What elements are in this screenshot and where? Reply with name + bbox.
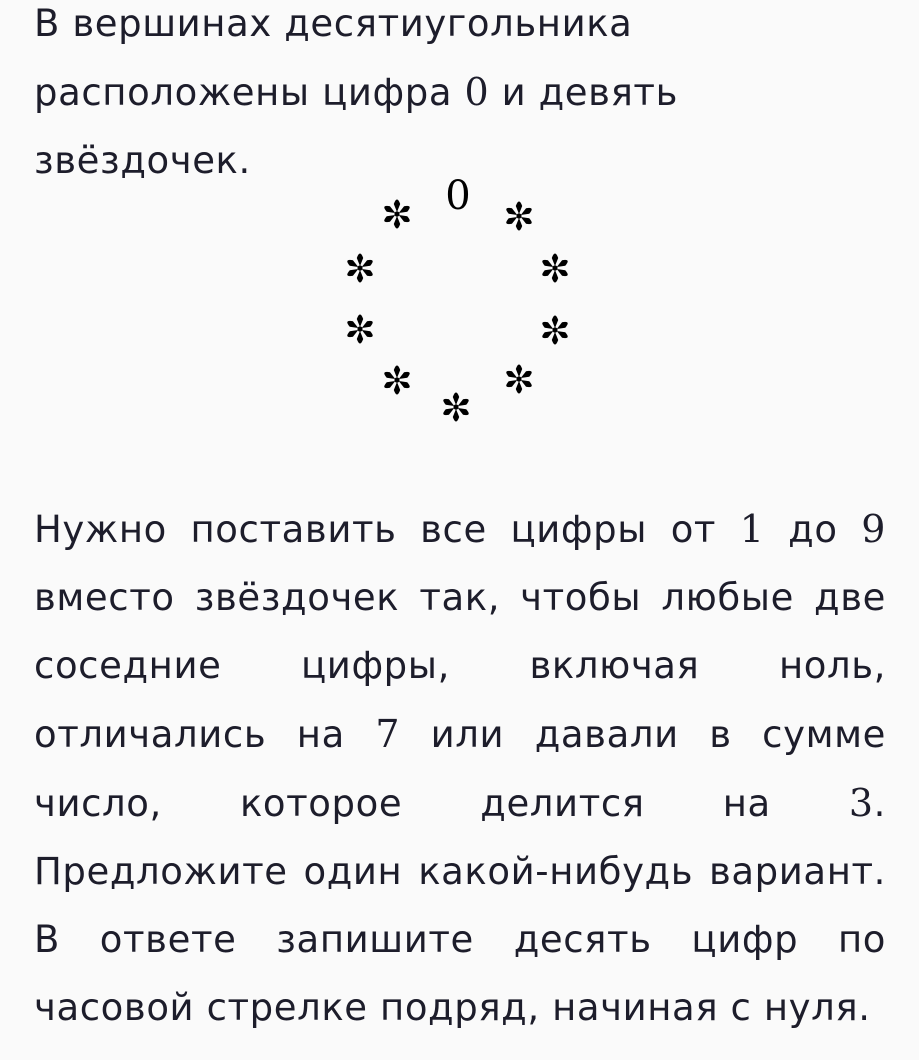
- math-nine: 9: [861, 507, 886, 551]
- problem-task: [34, 495, 886, 1042]
- vertex-star: [346, 254, 374, 283]
- intro-text-1: В вершинах десятиугольника расположены цифра: [34, 2, 633, 114]
- vertex-star: [541, 316, 569, 345]
- vertex-star: [505, 202, 533, 231]
- decagon-figure: [320, 150, 600, 450]
- math-three: 3: [848, 781, 874, 825]
- task-text-1: Нужно поставить все цифры от: [34, 508, 740, 551]
- vertex-star: [541, 254, 569, 283]
- vertex-star: [383, 200, 411, 229]
- math-seven: 7: [375, 712, 401, 756]
- math-one: 1: [739, 507, 765, 551]
- task-text-4: или давали в сумме число, которое делится на: [34, 713, 886, 825]
- vertex-star: [346, 315, 374, 344]
- vertex-zero: 0: [445, 173, 471, 219]
- vertex-star: [505, 365, 533, 394]
- vertex-star: [383, 366, 411, 395]
- task-text-5: . Предложите один какой-нибудь вариант. В ответе запишите десять цифр по часовой стрелке подряд, начиная с нуля.: [34, 782, 886, 1029]
- intro-text-2: и девять звёздочек.: [34, 71, 678, 182]
- math-zero: 0: [464, 70, 490, 114]
- vertex-star: [442, 393, 470, 422]
- task-text-2: до: [764, 508, 862, 551]
- decagon-svg: [320, 150, 600, 450]
- task-text-3: вместо звёздочек так, чтобы любые две соседние цифры, включая ноль, отличались на: [34, 576, 886, 756]
